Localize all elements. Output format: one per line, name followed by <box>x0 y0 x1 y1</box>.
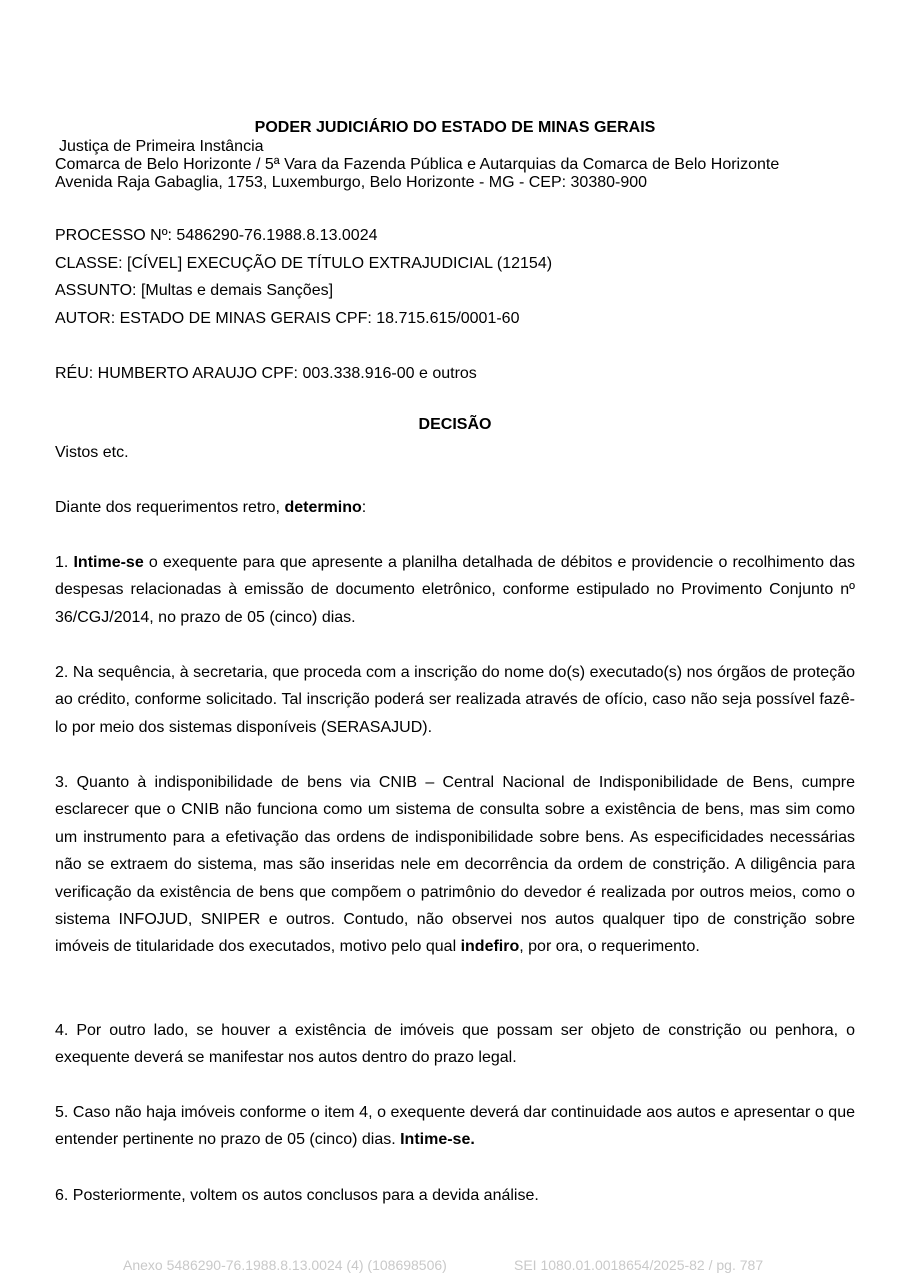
item-3-paragraph <box>55 769 855 961</box>
case-class: CLASSE: [CÍVEL] EXECUÇÃO DE TÍTULO EXTRAJUDICIAL (12154) <box>55 255 553 272</box>
item-1-prefix: 1. <box>55 554 74 571</box>
item-3-suffix: , por ora, o requerimento. <box>519 938 700 956</box>
process-number: PROCESSO Nº: 5486290-76.1988.8.13.0024 <box>55 227 378 244</box>
item-1-bold: Intime-se <box>73 554 144 571</box>
item-6-paragraph: 6. Posteriormente, voltem os autos conclusos para a devida análise. <box>55 1187 539 1204</box>
instance-line: Justiça de Primeira Instância <box>59 138 264 155</box>
case-defendant: RÉU: HUMBERTO ARAUJO CPF: 003.338.916-00 e outros <box>55 365 477 382</box>
intro-bold: determino <box>284 499 362 516</box>
intro-paragraph <box>55 499 855 517</box>
court-line: Comarca de Belo Horizonte / 5ª Vara da Fazenda Pública e Autarquias da Comarca de Belo Horizonte <box>55 156 780 173</box>
footer-sei: SEI 1080.01.0018654/2025-82 / pg. 787 <box>514 1257 764 1273</box>
item-5-bold: Intime-se. <box>400 1131 475 1149</box>
item-2-paragraph: 2. Na sequência, à secretaria, que proceda com a inscrição do nome do(s) executado(s) nos órgãos de proteção ao crédito, conforme solicitado. Tal inscrição poderá ser realizada através de ofício, caso não seja possível fazê-lo por meio dos sistemas disponíveis (SERASAJUD). <box>55 664 855 736</box>
case-plaintiff: AUTOR: ESTADO DE MINAS GERAIS CPF: 18.715.615/0001-60 <box>55 310 520 327</box>
intro-suffix: : <box>361 499 367 516</box>
case-subject: ASSUNTO: [Multas e demais Sanções] <box>55 282 334 299</box>
item-3-text: 3. Quanto à indisponibilidade de bens via CNIB – Central Nacional de Indisponibilidade de Bens, cumpre esclarecer que o CNIB não funciona como um sistema de consulta sobre a existência de bens, mas sim como um instrumento para a efetivação das ordens de indisponibilidade sobre bens. As especificidades necessárias não se extraem do sistema, mas são inseridas nele em decorrência da ordem de constrição. A diligência para verificação da existência de bens que compõem o patrimônio do devedor é realizada por outros meios, como o sistema INFOJUD, SNIPER e outros. Contudo, não observei nos autos qualquer tipo de constrição sobre imóveis de titularidade dos executados, motivo pelo qual <box>55 774 855 956</box>
item-1-paragraph <box>55 549 855 631</box>
address-line: Avenida Raja Gabaglia, 1753, Luxemburgo, Belo Horizonte - MG - CEP: 30380-900 <box>55 174 648 191</box>
court-title: PODER JUDICIÁRIO DO ESTADO DE MINAS GERAIS <box>254 119 656 136</box>
item-4-paragraph: 4. Por outro lado, se houver a existência de imóveis que possam ser objeto de constrição ou penhora, o exequente deverá se manifestar nos autos dentro do prazo legal. <box>55 1022 855 1067</box>
item-3-bold: indefiro <box>460 938 520 956</box>
greeting: Vistos etc. <box>55 444 129 461</box>
item-5-text: 5. Caso não haja imóveis conforme o item 4, o exequente deverá dar continuidade aos autos e apresentar o que entender pertinente no prazo de 05 (cinco) dias. <box>55 1104 855 1149</box>
item-1-text: o exequente para que apresente a planilha detalhada de débitos e providencie o recolhimento das despesas relacionadas à emissão de documento eletrônico, conforme estipulado no Provimento Conjunto nº 36/CGJ/2014, no prazo de 05 (cinco) dias. <box>55 554 855 626</box>
item-5-paragraph <box>55 1099 855 1154</box>
decision-title: DECISÃO <box>418 416 492 433</box>
footer-annex: Anexo 5486290-76.1988.8.13.0024 (4) (108698506) <box>123 1257 447 1273</box>
intro-prefix: Diante dos requerimentos retro, <box>55 499 285 516</box>
